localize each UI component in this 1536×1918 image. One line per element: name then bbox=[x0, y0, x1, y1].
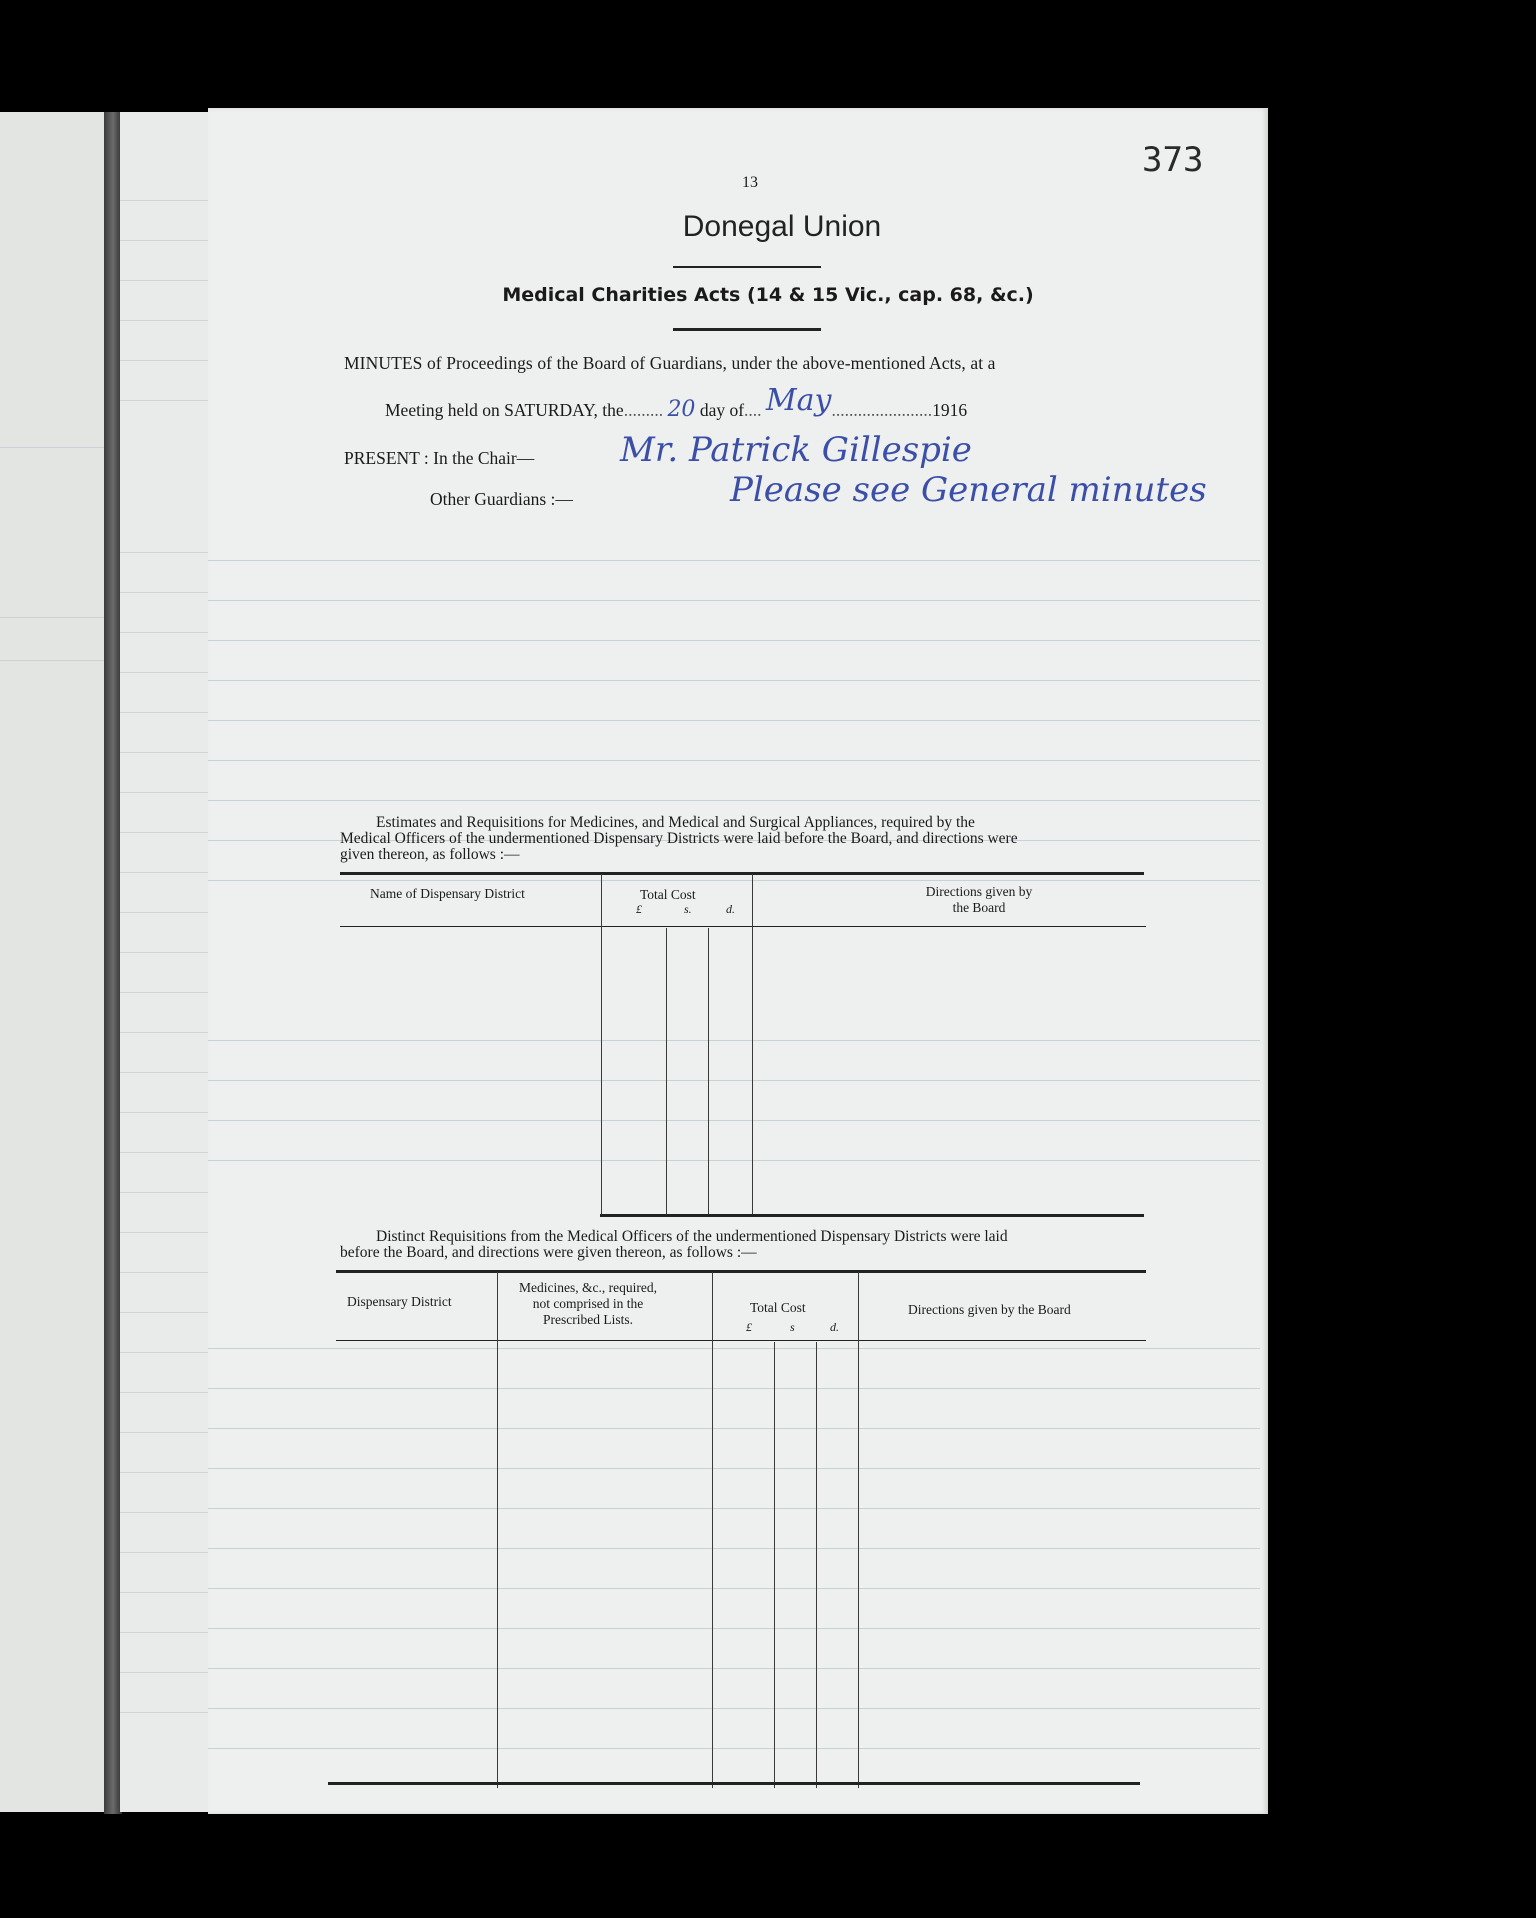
estimates-table-top bbox=[340, 872, 1144, 875]
present-prefix: PRESENT : bbox=[344, 448, 429, 468]
distinct-col-shillings: s bbox=[790, 1320, 795, 1334]
estimates-col-divider bbox=[666, 928, 667, 1214]
estimates-col-district: Name of Dispensary District bbox=[370, 886, 525, 901]
estimates-col-divider bbox=[752, 874, 753, 1214]
present-label bbox=[344, 448, 534, 469]
other-guardians-label: Other Guardians :— bbox=[430, 489, 573, 509]
minutes-line: MINUTES of Proceedings of the Board of Guardians, under the above-mentioned Acts, at a bbox=[344, 353, 996, 373]
estimates-col-pence: d. bbox=[726, 902, 735, 916]
flyleaf-stub bbox=[120, 112, 212, 1812]
estimates-col-divider bbox=[708, 928, 709, 1214]
distinct-col-divider bbox=[712, 1272, 713, 1788]
distinct-intro-1: Distinct Requisitions from the Medical Officers of the undermentioned Dispensary Districts were laid bbox=[376, 1228, 1008, 1245]
estimates-col-directions-2: the Board bbox=[952, 900, 1006, 915]
estimates-intro-1: Estimates and Requisitions for Medicines, and Medical and Surgical Appliances, required by the bbox=[376, 814, 975, 831]
distinct-col-pence: d. bbox=[830, 1320, 839, 1334]
acts-heading: Medical Charities Acts (14 & 15 Vic., cap. 68, &c.) bbox=[502, 284, 1034, 306]
distinct-header-rule bbox=[336, 1340, 1146, 1341]
estimates-col-pounds: £ bbox=[636, 902, 642, 916]
left-page-edge bbox=[0, 112, 104, 1812]
meeting-month-value: May bbox=[765, 383, 832, 418]
meeting-prefix: Meeting held on SATURDAY, the bbox=[385, 400, 624, 420]
title-divider bbox=[673, 266, 821, 268]
distinct-col-district: Dispensary District bbox=[347, 1294, 452, 1309]
meeting-year: 1916 bbox=[932, 400, 968, 420]
distinct-col-divider bbox=[774, 1342, 775, 1788]
other-guardians-value: Please see General minutes bbox=[730, 470, 1207, 510]
chair-label: In the Chair— bbox=[433, 448, 535, 468]
union-title: Donegal Union bbox=[682, 210, 882, 243]
distinct-col-medicines-1: Medicines, &c., required, bbox=[519, 1280, 657, 1295]
distinct-col-directions: Directions given by the Board bbox=[908, 1302, 1071, 1317]
estimates-col-shillings: s. bbox=[684, 902, 692, 916]
page-end-rule bbox=[328, 1782, 1140, 1785]
page-number: 13 bbox=[742, 174, 758, 191]
page-stamp-number: 373 bbox=[1142, 140, 1204, 180]
estimates-col-total-cost: Total Cost bbox=[640, 887, 696, 902]
chair-value: Mr. Patrick Gillespie bbox=[620, 430, 972, 470]
distinct-col-medicines-3: Prescribed Lists. bbox=[543, 1312, 633, 1327]
distinct-col-divider bbox=[497, 1272, 498, 1788]
distinct-col-divider bbox=[858, 1272, 859, 1788]
distinct-table-top bbox=[336, 1270, 1146, 1273]
estimates-intro-3: given thereon, as follows :— bbox=[340, 846, 520, 863]
meeting-line: Meeting held on SATURDAY, the......... 20 day of.... May.......................1916 bbox=[385, 383, 968, 422]
meeting-day-label: day of bbox=[699, 400, 745, 420]
meeting-day-value: 20 bbox=[667, 397, 696, 422]
estimates-intro-2: Medical Officers of the undermentioned Dispensary Districts were laid before the Board, and directions were bbox=[340, 830, 1018, 847]
distinct-col-divider bbox=[816, 1342, 817, 1788]
estimates-col-divider bbox=[601, 874, 602, 1214]
distinct-col-total-cost: Total Cost bbox=[750, 1300, 806, 1315]
estimates-table-bottom bbox=[600, 1214, 1144, 1217]
distinct-col-medicines-2: not comprised in the bbox=[532, 1296, 644, 1311]
estimates-header-rule bbox=[340, 926, 1146, 927]
register-page bbox=[208, 108, 1268, 1814]
distinct-col-pounds: £ bbox=[746, 1320, 752, 1334]
heading-divider bbox=[673, 328, 821, 331]
estimates-col-directions-1: Directions given by bbox=[925, 884, 1033, 899]
distinct-intro-2: before the Board, and directions were given thereon, as follows :— bbox=[340, 1244, 757, 1261]
